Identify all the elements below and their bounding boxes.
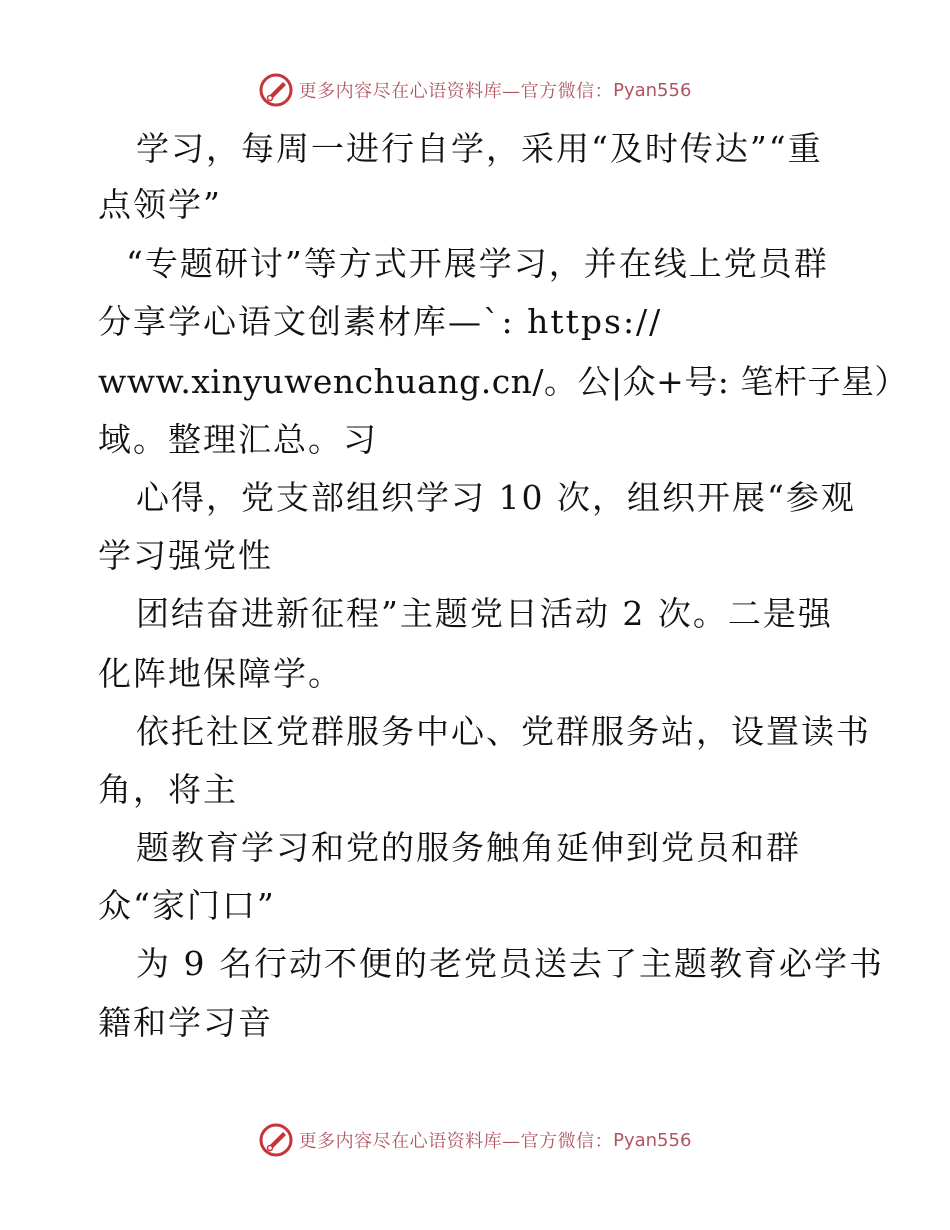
text-line: 化阵地保障学。: [98, 654, 343, 693]
text-line: www.xinyuwenchuang.cn/。公|众+号: 笔杆子星）: [98, 362, 908, 401]
text-line: 团结奋进新征程”主题党日活动 2 次。二是强: [136, 594, 833, 633]
text-line: 点领学”: [98, 185, 222, 224]
text-line: 学习，每周一进行自学，采用“及时传达”“重: [136, 129, 823, 168]
text-line: 为 9 名行动不便的老党员送去了主题教育必学书: [136, 944, 884, 983]
text-line: 题教育学习和党的服务触角延伸到党员和群: [136, 828, 801, 867]
text-line: 角，将主: [98, 770, 238, 809]
banner-wechat-id: Pyan556: [613, 1129, 692, 1151]
text-line: 学习强党性: [98, 536, 273, 575]
banner-text: 更多内容尽在心语资料库—官方微信：: [298, 1131, 614, 1152]
text-line: 籍和学习音: [98, 1003, 273, 1042]
brand-logo-icon: [259, 1123, 293, 1157]
text-line: 域。整理汇总。习: [98, 420, 378, 459]
text-line: 众“家门口”: [98, 886, 276, 925]
banner-wechat-id: Pyan556: [613, 79, 692, 101]
text-line: “专题研讨”等方式开展学习，并在线上党员群: [126, 244, 829, 283]
text-line: 心得，党支部组织学习 10 次，组织开展“参观: [136, 478, 856, 517]
footer-banner: [0, 1120, 950, 1160]
text-line: 分享学心语文创素材库—`: https://: [98, 302, 663, 341]
banner-text: 更多内容尽在心语资料库—官方微信：: [298, 81, 614, 102]
text-line: 依托社区党群服务中心、党群服务站，设置读书: [136, 712, 871, 751]
